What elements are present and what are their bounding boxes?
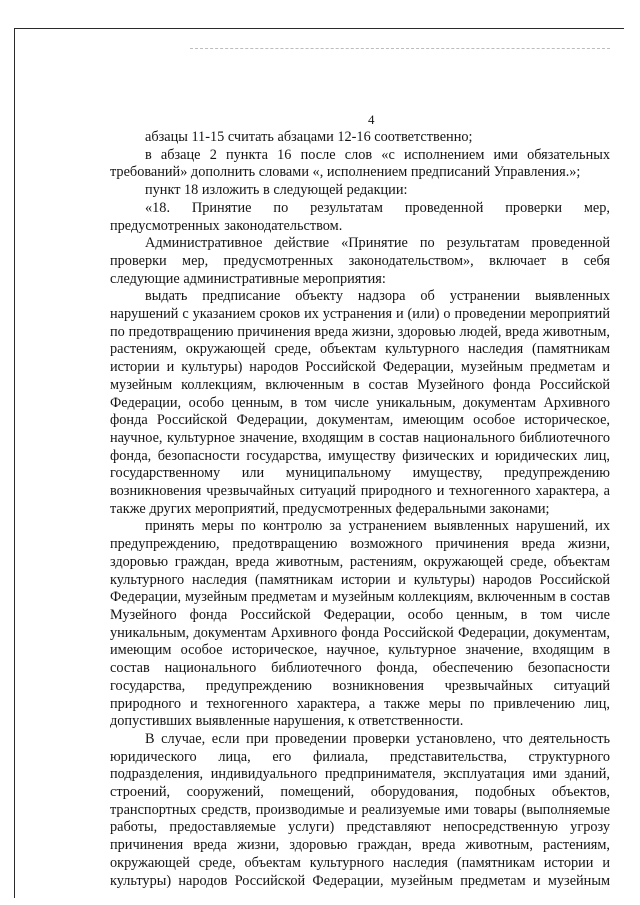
- scan-border-left: [14, 28, 15, 898]
- paragraph-direct-threat: В случае, если при проведении проверки установлено, что деятельность юридического лица, его филиала, представительства, структурного подразделения, индивидуального предпринимателя, эксплуатация ими зданий, строений, сооружений, помещений, оборудования, подобных объектов, транспортных средств, производимые и реализуемые ими товары (выполняемые работы, предоставляемые услуги) представляют непосредственную угрозу причинения вреда жизни, здоровью граждан, вреда животным, растениям, окружающей среде, объектам культурного наследия (памятникам истории и культуры) народов Российской Федерации, музейным предметам и музейным: [110, 730, 610, 889]
- paragraph-issue-order: выдать предписание объекту надзора об устранении выявленных нарушений с указанием сроков их устранения и (или) о проведении мероприятий по предотвращению причинения вреда жизни, здоровью людей, вреда животным, растениям, окружающей среде, объектам культурного наследия (памятникам истории и культуры) народов Российской Федерации, музейным предметам и музейным коллекциям, включенным в состав Музейного фонда Российской Федерации, особо ценным, в том числе уникальным, документам Архивного фонда Российской Федерации, документам, имеющим особое историческое, научное, культурное значение, входящим в состав национального библиотечного фонда, безопасности государства, имуществу физических и юридических лиц, государственному или муниципальному имуществу, предупреждению возникновения чрезвычайных ситуаций природного и техногенного характера, а также других мероприятий, предусмотренных федеральными законами;: [110, 288, 610, 517]
- scan-border-top: [14, 28, 624, 29]
- document-body: [110, 129, 610, 890]
- paragraph-control-measures: принять меры по контролю за устранением выявленных нарушений, их предупреждению, предотвращению возможного причинения вреда жизни, здоровью граждан, вреда животным, растениям, окружающей среде, объектам культурного наследия (памятникам истории и культуры) народов Российской Федерации, музейным предметам и музейным коллекциям, включенным в состав Музейного фонда Российской Федерации, особо ценным, в том числе уникальным, документам Архивного фонда Российской Федерации, документам, имеющим особое историческое, научное, культурное значение, входящим в состав национального библиотечного фонда, обеспечению безопасности государства, предупреждению возникновения чрезвычайных ситуаций природного и техногенного характера, а также меры по привлечению лиц, допустивших выявленные нарушения, к ответственности.: [110, 518, 610, 730]
- paragraph-amendment-18: пункт 18 изложить в следующей редакции:: [145, 182, 408, 199]
- paragraph-administrative-action: Административное действие «Принятие по результатам проведенной проверки мер, предусмотренных законодательством», включает в себя следующие административные мероприятия:: [110, 235, 610, 287]
- scan-artifact-line: [190, 48, 610, 49]
- paragraph-item-18-heading: «18. Принятие по результатам проведенной проверки мер, предусмотренных законодательством.: [110, 199, 610, 234]
- paragraph-amendment-16: в абзаце 2 пункта 16 после слов «с исполнением ими обязательных требований» дополнить словами «, исполнением предписаний Управления.»;: [110, 146, 610, 181]
- paragraph-renumbering: абзацы 11-15 считать абзацами 12-16 соответственно;: [145, 129, 473, 145]
- page-number: 4: [368, 112, 375, 127]
